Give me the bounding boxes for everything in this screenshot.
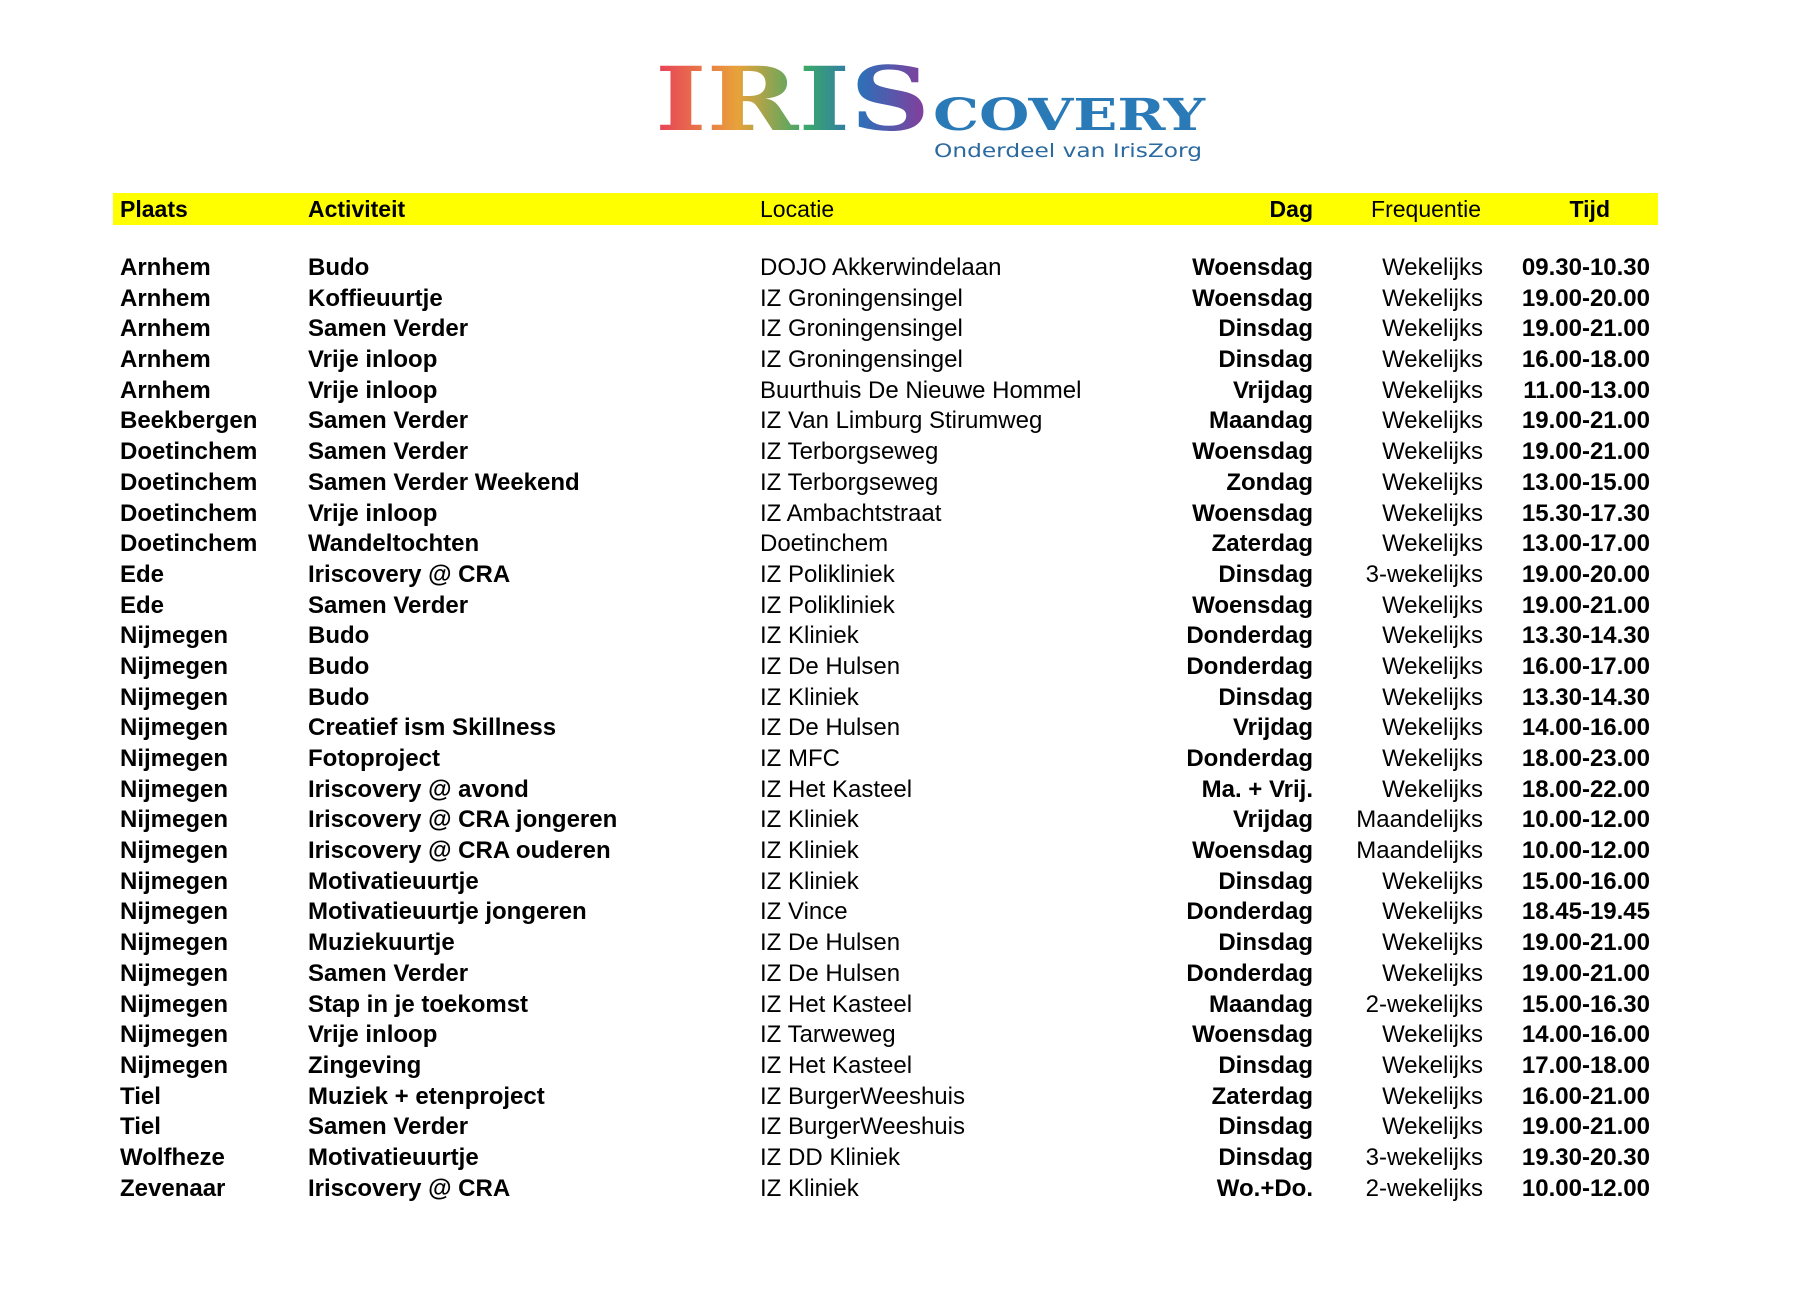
cell-locatie: IZ Kliniek [760, 683, 859, 711]
cell-dag: Dinsdag [1218, 1113, 1313, 1141]
cell-activiteit: Budo [308, 683, 370, 711]
cell-tijd: 19.00-21.00 [1521, 407, 1650, 435]
cell-locatie: IZ BurgerWeeshuis [760, 1082, 965, 1110]
cell-frequentie: Wekelijks [1382, 591, 1483, 619]
cell-frequentie: 3-wekelijks [1365, 560, 1483, 588]
cell-tijd: 19.00-20.00 [1521, 284, 1650, 312]
cell-locatie: IZ Tarweweg [760, 1021, 896, 1049]
cell-tijd: 19.00-21.00 [1521, 959, 1650, 987]
cell-locatie: IZ Kliniek [760, 806, 859, 834]
table-row [113, 683, 1658, 714]
cell-dag: Dinsdag [1218, 560, 1313, 588]
cell-dag: Ma. + Vrij. [1201, 775, 1313, 803]
cell-dag: Dinsdag [1218, 867, 1313, 895]
cell-locatie: IZ Ambachtstraat [760, 499, 942, 527]
cell-plaats: Nijmegen [120, 806, 229, 834]
cell-activiteit: Budo [308, 652, 370, 680]
cell-tijd: 19.00-21.00 [1521, 591, 1650, 619]
cell-frequentie: Wekelijks [1382, 652, 1483, 680]
cell-frequentie: 2-wekelijks [1365, 990, 1483, 1018]
cell-frequentie: Maandelijks [1356, 806, 1483, 834]
cell-plaats: Nijmegen [120, 745, 229, 772]
cell-plaats: Nijmegen [120, 867, 229, 895]
cell-tijd: 15.30-17.30 [1521, 499, 1650, 527]
cell-activiteit: Motivatieuurtje jongeren [308, 898, 587, 926]
cell-plaats: Tiel [120, 1113, 161, 1141]
table-row [113, 529, 1658, 560]
table-row [113, 928, 1658, 959]
table-row [113, 1082, 1658, 1113]
table-row [113, 713, 1658, 744]
cell-frequentie: Wekelijks [1382, 959, 1483, 987]
table-row [113, 1112, 1658, 1143]
table-row [113, 621, 1658, 652]
table-row [113, 1174, 1658, 1205]
cell-plaats: Nijmegen [120, 714, 229, 742]
cell-dag: Woensdag [1192, 591, 1313, 619]
cell-dag: Dinsdag [1218, 683, 1313, 711]
cell-dag: Woensdag [1192, 438, 1313, 466]
cell-tijd: 10.00-12.00 [1521, 806, 1650, 834]
table-row [113, 1020, 1658, 1051]
cell-locatie: IZ Groningensingel [760, 284, 963, 312]
cell-locatie: IZ De Hulsen [760, 929, 901, 957]
cell-plaats: Zevenaar [120, 1174, 226, 1202]
cell-dag: Donderdag [1186, 652, 1313, 680]
cell-tijd: 18.00-22.00 [1521, 775, 1650, 803]
cell-plaats: Beekbergen [120, 407, 258, 435]
cell-tijd: 18.45-19.45 [1521, 898, 1650, 926]
cell-tijd: 13.00-15.00 [1521, 468, 1650, 496]
header-activiteit: Activiteit [308, 196, 406, 222]
cell-activiteit: Iriscovery @ CRA ouderen [308, 837, 611, 865]
cell-locatie: IZ Van Limburg Stirumweg [760, 407, 1043, 435]
cell-activiteit: Koffieuurtje [308, 284, 443, 312]
cell-dag: Donderdag [1186, 745, 1313, 772]
cell-frequentie: Wekelijks [1382, 898, 1483, 926]
cell-activiteit: Creatief ism Skillness [308, 714, 557, 742]
cell-plaats: Doetinchem [120, 468, 258, 496]
table-row [113, 897, 1658, 928]
table-row [113, 314, 1658, 345]
table-row [113, 1143, 1658, 1174]
cell-tijd: 16.00-18.00 [1521, 346, 1650, 374]
cell-frequentie: Maandelijks [1356, 837, 1483, 865]
cell-locatie: IZ Het Kasteel [760, 990, 913, 1018]
cell-dag: Woensdag [1192, 284, 1313, 312]
header-locatie: Locatie [760, 196, 835, 222]
cell-tijd: 17.00-18.00 [1521, 1051, 1650, 1079]
cell-tijd: 10.00-12.00 [1521, 837, 1650, 865]
cell-activiteit: Samen Verder Weekend [308, 468, 580, 496]
cell-activiteit: Zingeving [308, 1051, 422, 1079]
cell-frequentie: Wekelijks [1382, 284, 1483, 312]
table-row [113, 990, 1658, 1021]
cell-plaats: Arnhem [120, 315, 211, 343]
cell-locatie: IZ De Hulsen [760, 959, 901, 987]
cell-dag: Woensdag [1192, 499, 1313, 527]
cell-tijd: 16.00-21.00 [1521, 1082, 1650, 1110]
cell-dag: Vrijdag [1232, 376, 1313, 404]
cell-locatie: IZ Kliniek [760, 1174, 859, 1202]
cell-activiteit: Iriscovery @ CRA [308, 1174, 511, 1202]
cell-activiteit: Muziekuurtje [308, 929, 455, 957]
cell-frequentie: Wekelijks [1382, 867, 1483, 895]
cell-locatie: IZ MFC [760, 745, 840, 772]
cell-dag: Donderdag [1186, 898, 1313, 926]
cell-tijd: 13.30-14.30 [1521, 683, 1650, 711]
cell-plaats: Arnhem [120, 254, 211, 281]
iriscovery-logo [655, 52, 1215, 167]
cell-dag: Donderdag [1186, 622, 1313, 650]
table-row [113, 652, 1658, 683]
cell-dag: Dinsdag [1218, 1051, 1313, 1079]
cell-dag: Woensdag [1192, 1021, 1313, 1049]
cell-tijd: 15.00-16.00 [1521, 867, 1650, 895]
table-row [113, 253, 1658, 284]
logo-brand-part1: IRIS [655, 52, 930, 151]
cell-plaats: Arnhem [120, 346, 211, 374]
logo-tagline: Onderdeel van IrisZorg [934, 140, 1202, 162]
header-frequentie: Frequentie [1371, 196, 1481, 222]
cell-locatie: IZ Vince [760, 898, 848, 926]
cell-frequentie: Wekelijks [1382, 468, 1483, 496]
cell-tijd: 19.00-21.00 [1521, 438, 1650, 466]
cell-dag: Dinsdag [1218, 1143, 1313, 1171]
cell-dag: Zondag [1226, 468, 1313, 496]
cell-tijd: 18.00-23.00 [1521, 745, 1650, 772]
cell-dag: Maandag [1208, 407, 1313, 435]
cell-plaats: Wolfheze [120, 1143, 225, 1171]
cell-frequentie: Wekelijks [1382, 775, 1483, 803]
cell-dag: Dinsdag [1218, 929, 1313, 957]
cell-locatie: IZ De Hulsen [760, 652, 901, 680]
cell-activiteit: Motivatieuurtje [308, 1143, 479, 1171]
cell-locatie: IZ Polikliniek [760, 560, 895, 588]
table-row [113, 406, 1658, 437]
table-row [113, 959, 1658, 990]
cell-plaats: Nijmegen [120, 929, 229, 957]
table-row [113, 345, 1658, 376]
cell-locatie: IZ Kliniek [760, 867, 859, 895]
cell-tijd: 19.00-21.00 [1521, 929, 1650, 957]
cell-plaats: Nijmegen [120, 837, 229, 865]
cell-activiteit: Budo [308, 254, 370, 281]
cell-tijd: 14.00-16.00 [1521, 714, 1650, 742]
cell-dag: Zaterdag [1211, 530, 1313, 558]
cell-activiteit: Samen Verder [308, 1113, 469, 1141]
cell-locatie: IZ BurgerWeeshuis [760, 1113, 965, 1141]
cell-frequentie: 2-wekelijks [1365, 1174, 1483, 1202]
cell-plaats: Nijmegen [120, 775, 229, 803]
cell-locatie: IZ Polikliniek [760, 591, 895, 619]
cell-tijd: 19.30-20.30 [1521, 1143, 1650, 1171]
cell-locatie: IZ Het Kasteel [760, 775, 913, 803]
cell-frequentie: Wekelijks [1382, 1021, 1483, 1049]
table-row [113, 468, 1658, 499]
cell-frequentie: Wekelijks [1382, 714, 1483, 742]
cell-frequentie: Wekelijks [1382, 530, 1483, 558]
cell-activiteit: Vrije inloop [308, 346, 438, 374]
table-row [113, 805, 1658, 836]
cell-frequentie: Wekelijks [1382, 376, 1483, 404]
cell-dag: Maandag [1208, 990, 1313, 1018]
cell-locatie: IZ De Hulsen [760, 714, 901, 742]
cell-tijd: 15.00-16.30 [1521, 990, 1650, 1018]
cell-plaats: Doetinchem [120, 530, 258, 558]
cell-activiteit: Vrije inloop [308, 1021, 438, 1049]
cell-dag: Wo.+Do. [1216, 1174, 1313, 1202]
cell-tijd: 10.00-12.00 [1521, 1174, 1650, 1202]
cell-plaats: Nijmegen [120, 898, 229, 926]
cell-plaats: Nijmegen [120, 622, 229, 650]
table-row [113, 499, 1658, 530]
cell-locatie: Buurthuis De Nieuwe Hommel [760, 376, 1082, 404]
table-row [113, 867, 1658, 898]
cell-frequentie: Wekelijks [1382, 315, 1483, 343]
cell-locatie: IZ DD Kliniek [760, 1143, 901, 1171]
cell-frequentie: Wekelijks [1382, 346, 1483, 374]
cell-activiteit: Samen Verder [308, 407, 469, 435]
cell-activiteit: Samen Verder [308, 438, 469, 466]
cell-dag: Vrijdag [1232, 714, 1313, 742]
cell-activiteit: Iriscovery @ CRA [308, 560, 511, 588]
cell-activiteit: Wandeltochten [308, 530, 480, 558]
cell-tijd: 13.00-17.00 [1521, 530, 1650, 558]
table-row [113, 284, 1658, 315]
cell-frequentie: Wekelijks [1382, 1051, 1483, 1079]
cell-locatie: IZ Terborgseweg [760, 438, 939, 466]
logo-brand-part2: COVERY [933, 90, 1206, 141]
cell-plaats: Nijmegen [120, 652, 229, 680]
cell-frequentie: Wekelijks [1382, 622, 1483, 650]
cell-tijd: 19.00-21.00 [1521, 315, 1650, 343]
cell-activiteit: Vrije inloop [308, 376, 438, 404]
cell-activiteit: Iriscovery @ CRA jongeren [308, 806, 618, 834]
cell-frequentie: Wekelijks [1382, 745, 1483, 772]
cell-activiteit: Samen Verder [308, 315, 469, 343]
cell-frequentie: Wekelijks [1382, 1082, 1483, 1110]
cell-dag: Vrijdag [1232, 806, 1313, 834]
cell-dag: Dinsdag [1218, 346, 1313, 374]
cell-dag: Donderdag [1186, 959, 1313, 987]
cell-locatie: IZ Het Kasteel [760, 1051, 913, 1079]
cell-frequentie: Wekelijks [1382, 438, 1483, 466]
table-body [113, 253, 1658, 1204]
cell-activiteit: Stap in je toekomst [308, 990, 529, 1018]
activities-table [113, 193, 1658, 1204]
header-tijd: Tijd [1569, 196, 1610, 222]
cell-locatie: IZ Terborgseweg [760, 468, 939, 496]
cell-tijd: 19.00-20.00 [1521, 560, 1650, 588]
table-row [113, 775, 1658, 806]
cell-activiteit: Vrije inloop [308, 499, 438, 527]
cell-frequentie: Wekelijks [1382, 929, 1483, 957]
cell-plaats: Arnhem [120, 284, 211, 312]
cell-plaats: Nijmegen [120, 1051, 229, 1079]
cell-activiteit: Muziek + etenproject [308, 1082, 545, 1110]
table-row [113, 437, 1658, 468]
cell-activiteit: Fotoproject [308, 745, 440, 772]
table-row [113, 836, 1658, 867]
cell-locatie: IZ Kliniek [760, 837, 859, 865]
cell-tijd: 19.00-21.00 [1521, 1113, 1650, 1141]
header-plaats: Plaats [120, 196, 188, 222]
cell-dag: Zaterdag [1211, 1082, 1313, 1110]
cell-plaats: Nijmegen [120, 1021, 229, 1049]
cell-tijd: 09.30-10.30 [1521, 254, 1650, 281]
cell-activiteit: Iriscovery @ avond [308, 775, 529, 803]
cell-frequentie: Wekelijks [1382, 499, 1483, 527]
cell-locatie: IZ Groningensingel [760, 346, 963, 374]
cell-plaats: Tiel [120, 1082, 161, 1110]
cell-plaats: Ede [120, 560, 165, 588]
header-dag: Dag [1269, 196, 1313, 222]
cell-tijd: 11.00-13.00 [1523, 376, 1650, 404]
cell-dag: Dinsdag [1218, 315, 1313, 343]
cell-plaats: Nijmegen [120, 683, 229, 711]
cell-activiteit: Budo [308, 622, 370, 650]
cell-frequentie: Wekelijks [1382, 683, 1483, 711]
cell-tijd: 13.30-14.30 [1521, 622, 1650, 650]
cell-frequentie: Wekelijks [1382, 1113, 1483, 1141]
cell-plaats: Nijmegen [120, 959, 229, 987]
cell-frequentie: Wekelijks [1382, 407, 1483, 435]
cell-plaats: Doetinchem [120, 499, 258, 527]
cell-activiteit: Samen Verder [308, 959, 469, 987]
table-row [113, 560, 1658, 591]
cell-plaats: Arnhem [120, 376, 211, 404]
table-row [113, 376, 1658, 407]
cell-locatie: IZ Kliniek [760, 622, 859, 650]
cell-dag: Woensdag [1192, 837, 1313, 865]
cell-plaats: Doetinchem [120, 438, 258, 466]
table-row [113, 591, 1658, 622]
cell-tijd: 16.00-17.00 [1521, 652, 1650, 680]
cell-tijd: 14.00-16.00 [1521, 1021, 1650, 1049]
cell-frequentie: 3-wekelijks [1365, 1143, 1483, 1171]
cell-activiteit: Samen Verder [308, 591, 469, 619]
cell-locatie: IZ Groningensingel [760, 315, 963, 343]
table-header [113, 193, 1658, 225]
cell-activiteit: Motivatieuurtje [308, 867, 479, 895]
cell-locatie: DOJO Akkerwindelaan [760, 254, 1002, 281]
cell-dag: Woensdag [1192, 254, 1313, 281]
cell-frequentie: Wekelijks [1382, 254, 1483, 281]
table-row [113, 744, 1658, 775]
cell-plaats: Ede [120, 591, 165, 619]
cell-locatie: Doetinchem [760, 530, 889, 558]
cell-plaats: Nijmegen [120, 990, 229, 1018]
table-row [113, 1051, 1658, 1082]
